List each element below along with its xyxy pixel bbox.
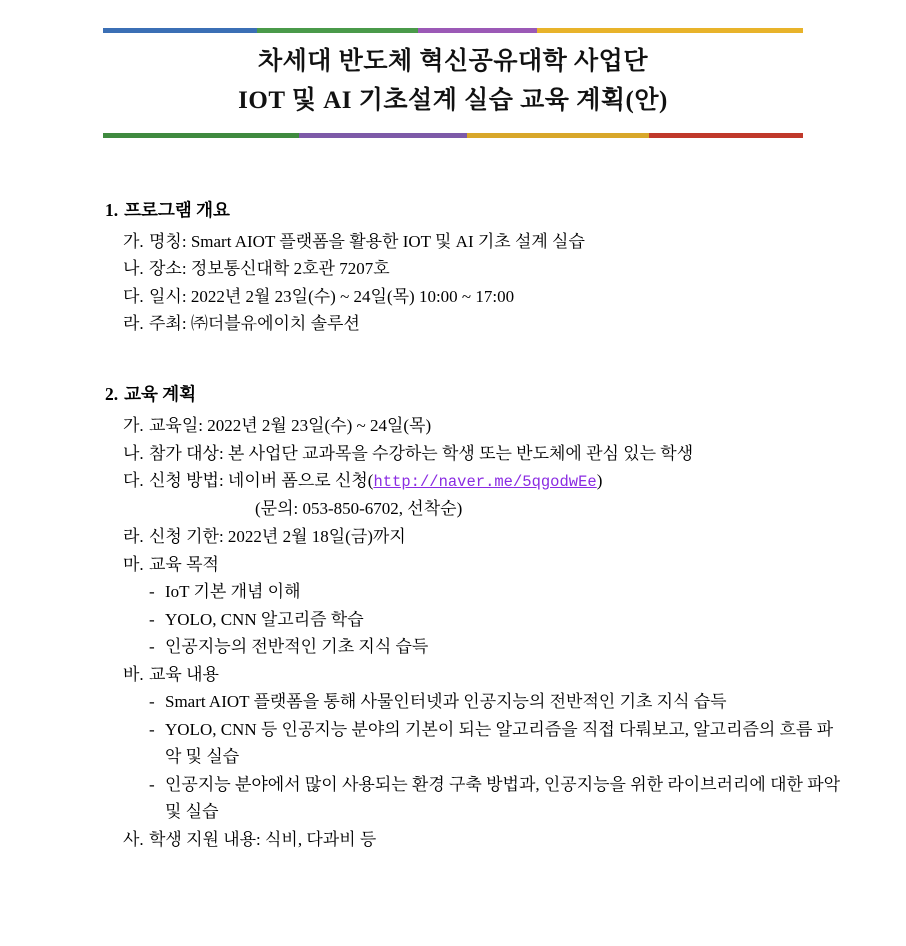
- section-program-overview: [105, 196, 846, 338]
- list-marker: 나.: [123, 259, 144, 279]
- list-item: [123, 826, 846, 854]
- document-header: [103, 28, 803, 138]
- list-item: [123, 310, 846, 338]
- sub-list-text: Smart AIOT 플랫폼을 통해 사물인터넷과 인공지능의 전반적인 기초 지식 습득: [165, 692, 727, 712]
- list-item: [123, 228, 846, 256]
- section-1-number: 1.: [105, 199, 119, 220]
- list-item: [123, 661, 846, 689]
- document-title-line-2: IOT 및 AI 기초설계 실습 교육 계획(안): [238, 86, 668, 114]
- list-text: 일시: 2022년 2월 23일(수) ~ 24일(목) 10:00 ~ 17:00: [149, 286, 515, 306]
- list-text: 주최: ㈜더블유에이치 솔루션: [149, 314, 360, 334]
- section-1-heading: [105, 196, 846, 224]
- list-marker: 바.: [123, 664, 144, 684]
- sub-list-dash: -: [149, 692, 155, 712]
- list-item: [123, 440, 846, 468]
- apply-method-text-after: ): [596, 471, 603, 491]
- list-marker: 가.: [123, 231, 144, 251]
- list-item: [123, 283, 846, 311]
- list-text: [149, 467, 846, 495]
- list-item: [123, 412, 846, 440]
- sub-list-text: 인공지능의 전반적인 기초 지식 습득: [165, 637, 429, 657]
- sub-list-dash: -: [149, 774, 155, 794]
- sub-list-dash: -: [149, 582, 155, 602]
- list-text: 참가 대상: 본 사업단 교과목을 수강하는 학생 또는 반도체에 관심 있는 학생: [149, 443, 694, 463]
- list-marker: 나.: [123, 443, 144, 463]
- list-text: 교육 목적: [149, 554, 219, 574]
- sub-list-dash: -: [149, 637, 155, 657]
- list-marker: 라.: [123, 527, 144, 547]
- sub-list-item: [149, 606, 846, 634]
- sub-list-item: [149, 688, 846, 716]
- document-title-line-1: 차세대 반도체 혁신공유대학 사업단: [257, 48, 648, 75]
- sub-list-dash: -: [149, 719, 155, 739]
- sub-list-item: [149, 771, 846, 826]
- list-item: [123, 523, 846, 551]
- list-text: 학생 지원 내용: 식비, 다과비 등: [149, 829, 377, 849]
- apply-method-text-before: 신청 방법: 네이버 폼으로 신청(: [149, 471, 374, 491]
- list-text: 명칭: Smart AIOT 플랫폼을 활용한 IOT 및 AI 기초 설계 실습: [149, 231, 585, 251]
- naver-form-link[interactable]: http://naver.me/5qgodwEe: [373, 473, 597, 492]
- list-marker: 가.: [123, 416, 144, 436]
- list-text: 장소: 정보통신대학 2호관 7207호: [149, 259, 390, 279]
- section-2-number: 2.: [105, 383, 119, 404]
- sub-list-item: [149, 578, 846, 606]
- document-body: [0, 196, 906, 854]
- section-2-heading: [105, 380, 846, 408]
- list-item: [123, 255, 846, 283]
- list-marker: 라.: [123, 314, 144, 334]
- document-page: [0, 28, 906, 946]
- sub-list-text: YOLO, CNN 등 인공지능 분야의 기본이 되는 알고리즘을 직접 다뤄보고, 알고리즘의 흐름 파악 및 실습: [165, 719, 834, 767]
- list-marker: 사.: [123, 829, 144, 849]
- list-text: 교육 내용: [149, 664, 219, 684]
- section-2-title: 교육 계획: [124, 383, 197, 404]
- list-marker: 마.: [123, 554, 144, 574]
- list-marker: 다.: [123, 471, 144, 491]
- section-1-title: 프로그램 개요: [124, 199, 230, 220]
- sub-list-text: 인공지능 분야에서 많이 사용되는 환경 구축 방법과, 인공지능을 위한 라이브러리에 대한 파악 및 실습: [165, 774, 841, 822]
- inquiry-note: (문의: 053-850-6702, 선착순): [255, 499, 463, 519]
- list-item: [123, 551, 846, 579]
- list-item-apply-method: [123, 467, 846, 495]
- list-text: 신청 기한: 2022년 2월 18일(금)까지: [149, 527, 406, 547]
- list-marker: 다.: [123, 286, 144, 306]
- title-block: [103, 33, 803, 125]
- sub-list-item: [149, 633, 846, 661]
- header-bottom-rule: [103, 133, 803, 138]
- sub-list-text: YOLO, CNN 알고리즘 학습: [165, 609, 364, 629]
- sub-list-dash: -: [149, 609, 155, 629]
- sub-list-item: [149, 716, 846, 771]
- section-education-plan: [105, 380, 846, 853]
- sub-list-text: IoT 기본 개념 이해: [165, 582, 301, 602]
- list-text: 교육일: 2022년 2월 23일(수) ~ 24일(목): [149, 416, 432, 436]
